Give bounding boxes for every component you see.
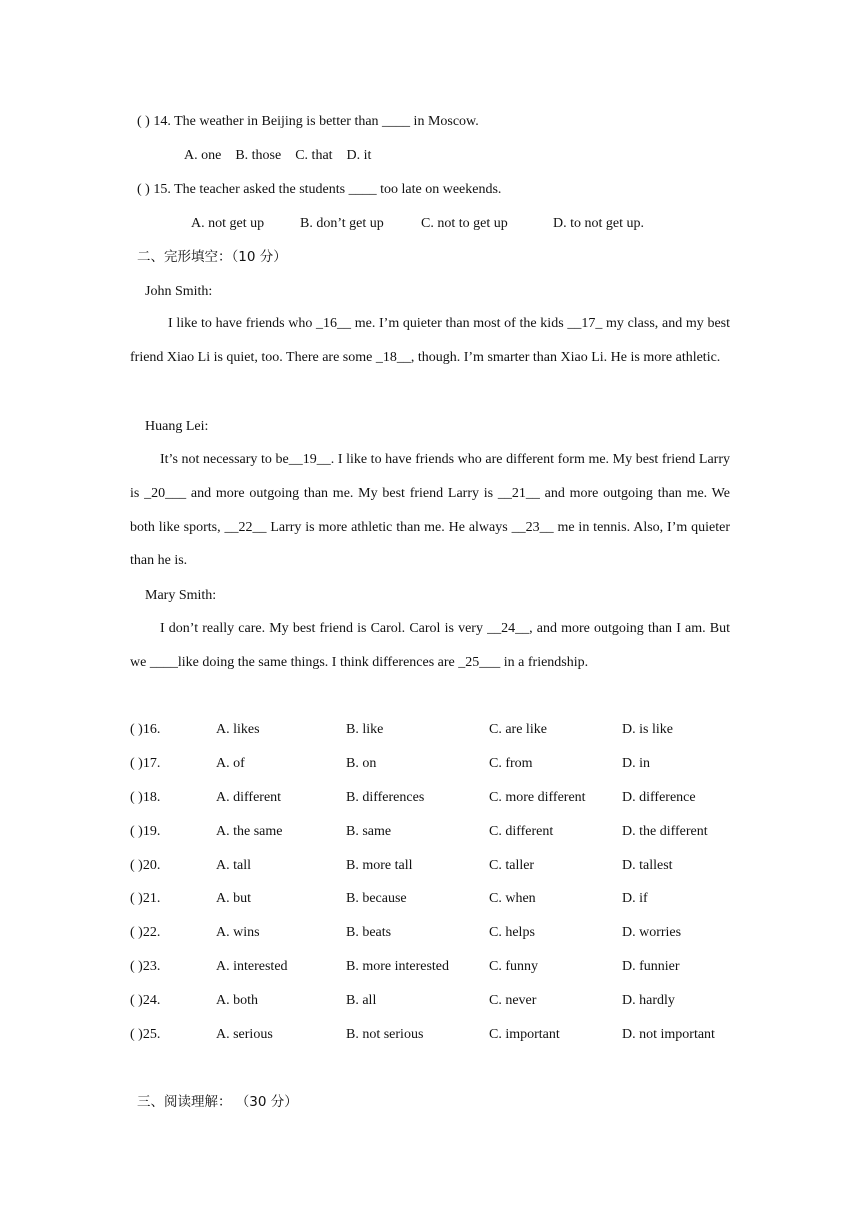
option-a: A. different <box>216 790 282 805</box>
paragraph-huang-lei: It’s not necessary to be__19__. I like to have friends who are different form me. My best friend Larry is _20___ and more outgoing than me. My best friend Larry is __21__ and more outgoing than me. We both like sports, __22__ Larry is more athletic than me. He always __23__ me in tennis. Also, I’m quieter than he is. <box>130 452 730 569</box>
option-a: A. tall <box>216 858 251 873</box>
option-c: C. funny <box>489 959 538 974</box>
option-c: C. taller <box>489 858 535 873</box>
option-a: A. of <box>216 756 245 771</box>
question-14-options: A. one B. those C. that D. it <box>184 148 372 163</box>
question-number: ( )19. <box>130 824 161 839</box>
option-d: D. in <box>622 756 650 771</box>
option-c: C. more different <box>489 790 586 805</box>
option-a: A. both <box>216 993 258 1008</box>
option-b: B. more interested <box>346 959 450 974</box>
speaker-john-smith: John Smith: <box>145 284 213 299</box>
question-15-option-a: A. not get up <box>191 216 265 231</box>
option-b: B. same <box>346 824 392 839</box>
option-b: B. like <box>346 722 384 737</box>
option-b: B. beats <box>346 925 392 940</box>
question-number: ( )24. <box>130 993 161 1008</box>
question-number: ( )18. <box>130 790 161 805</box>
option-b: B. differences <box>346 790 425 805</box>
question-number: ( )16. <box>130 722 161 737</box>
paragraph-mary-smith: I don’t really care. My best friend is Carol. Carol is very __24__, and more outgoing than I am. But we ____like doing the same things. I think differences are _25___ in a friendship. <box>130 621 730 670</box>
option-c: C. important <box>489 1027 560 1042</box>
option-c: C. from <box>489 756 533 771</box>
option-b: B. all <box>346 993 377 1008</box>
option-d: D. tallest <box>622 858 673 873</box>
option-a: A. the same <box>216 824 283 839</box>
option-a: A. serious <box>216 1027 273 1042</box>
question-number: ( )23. <box>130 959 161 974</box>
option-d: D. worries <box>622 925 682 940</box>
option-d: D. is like <box>622 722 673 737</box>
option-a: A. interested <box>216 959 288 974</box>
option-b: B. because <box>346 891 407 906</box>
paragraph-john-smith: I like to have friends who _16__ me. I’m quieter than most of the kids __17_ my class, and my best friend Xiao Li is quiet, too. There are some _18__, though. I’m smarter than Xiao Li. He is more athletic. <box>130 316 730 365</box>
option-d: D. difference <box>622 790 696 805</box>
section-3-heading: 三、阅读理解： （30 分） <box>137 1094 298 1110</box>
option-c: C. never <box>489 993 537 1008</box>
option-b: B. on <box>346 756 377 771</box>
option-b: B. not serious <box>346 1027 424 1042</box>
question-15-option-d: D. to not get up. <box>553 216 644 231</box>
option-a: A. wins <box>216 925 260 940</box>
question-15-option-b: B. don’t get up <box>300 216 384 231</box>
speaker-mary-smith: Mary Smith: <box>145 588 217 603</box>
option-d: D. hardly <box>622 993 675 1008</box>
option-d: D. if <box>622 891 648 906</box>
option-d: D. the different <box>622 824 708 839</box>
question-15-option-c: C. not to get up <box>421 216 508 231</box>
option-b: B. more tall <box>346 858 413 873</box>
option-c: C. helps <box>489 925 535 940</box>
section-2-heading: 二、完形填空：（10 分） <box>137 249 287 265</box>
question-number: ( )17. <box>130 756 161 771</box>
option-a: A. but <box>216 891 251 906</box>
question-number: ( )25. <box>130 1027 161 1042</box>
question-14-stem: ( ) 14. The weather in Beijing is better than ____ in Moscow. <box>137 114 479 129</box>
question-number: ( )22. <box>130 925 161 940</box>
option-a: A. likes <box>216 722 260 737</box>
question-number: ( )21. <box>130 891 161 906</box>
option-c: C. when <box>489 891 536 906</box>
option-c: C. different <box>489 824 554 839</box>
question-15-stem: ( ) 15. The teacher asked the students ____ too late on weekends. <box>137 182 502 197</box>
question-number: ( )20. <box>130 858 161 873</box>
option-c: C. are like <box>489 722 547 737</box>
option-d: D. not important <box>622 1027 715 1042</box>
option-d: D. funnier <box>622 959 680 974</box>
speaker-huang-lei: Huang Lei: <box>145 419 209 434</box>
